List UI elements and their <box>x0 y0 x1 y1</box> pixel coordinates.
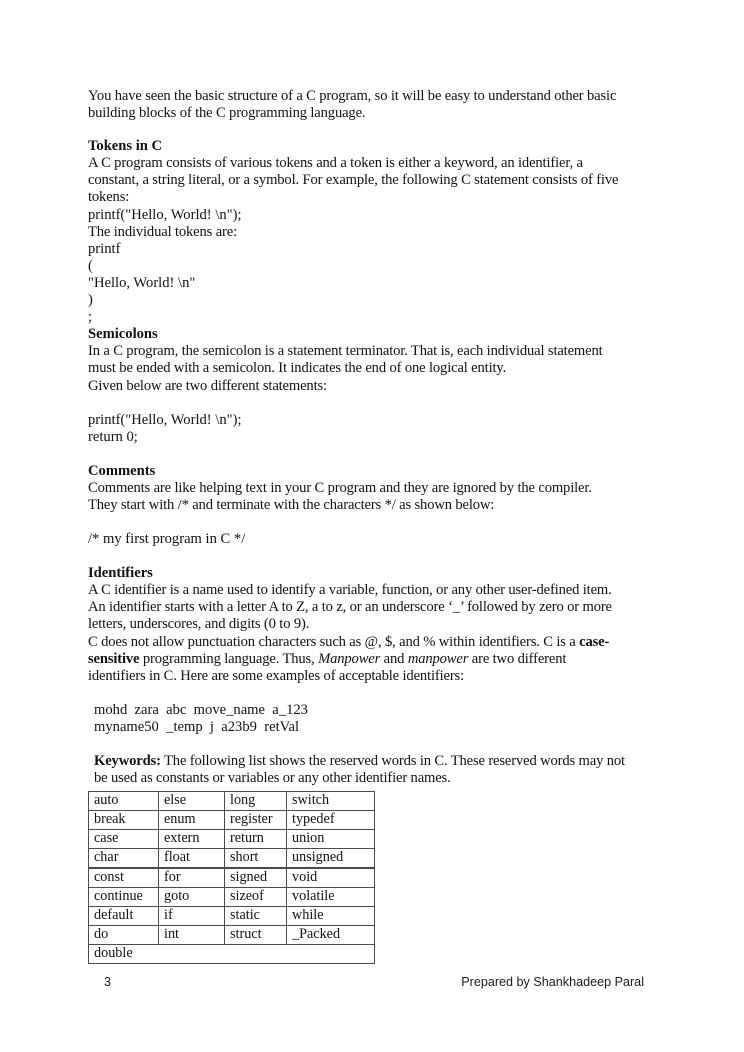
identifiers-para-line-2: An identifier starts with a letter A to Z, a to z, or an underscore ‘_’ followed by zero or more <box>88 599 612 616</box>
identifiers-line5-text-b: and <box>380 650 408 667</box>
table-row <box>89 849 375 869</box>
keyword-cell: if <box>159 907 225 926</box>
keyword-cell: union <box>287 830 375 849</box>
keyword-cell: case <box>89 830 159 849</box>
keyword-cell-double: double <box>89 945 375 964</box>
keywords-label: Keywords: <box>94 753 161 769</box>
identifier-examples-line-1: mohd zara abc move_name a_123 <box>94 701 308 718</box>
table-row <box>89 792 375 811</box>
tokens-para-line-1: A C program consists of various tokens and a token is either a keyword, an identifier, a <box>88 155 583 172</box>
semicolons-code-line: printf("Hello, World! \n"); <box>88 411 242 428</box>
keyword-cell: continue <box>89 888 159 907</box>
table-row <box>89 926 375 945</box>
identifiers-line5-text-a: programming language. Thus, <box>139 650 319 667</box>
intro-line-1: You have seen the basic structure of a C program, so it will be easy to understand other basic <box>88 88 617 104</box>
token-item: printf <box>88 240 121 257</box>
table-row <box>89 811 375 830</box>
keyword-cell: long <box>225 792 287 811</box>
keyword-cell: auto <box>89 792 159 811</box>
keyword-cell: struct <box>225 926 287 945</box>
keywords-intro-line-2: be used as constants or variables or any other identifier names. <box>94 770 451 787</box>
page-footer <box>88 972 654 992</box>
keyword-cell: short <box>225 849 287 869</box>
identifiers-para-line-3: letters, underscores, and digits (0 to 9). <box>88 616 310 633</box>
page-number: 3 <box>104 975 112 989</box>
table-row <box>89 888 375 907</box>
identifiers-para-line-5 <box>88 651 654 668</box>
token-item: ; <box>88 309 93 326</box>
keywords-table <box>88 791 375 964</box>
table-row <box>89 868 375 888</box>
keyword-cell: switch <box>287 792 375 811</box>
keyword-cell: const <box>89 868 159 888</box>
manpower-italic-upper: Manpower <box>318 650 381 667</box>
keyword-cell: break <box>89 811 159 830</box>
spacer <box>88 446 654 463</box>
spacer <box>88 395 654 412</box>
keyword-cell: typedef <box>287 811 375 830</box>
identifiers-line4-text: C does not allow punctuation characters such as @, $, and % within identifiers. C is a <box>88 633 580 650</box>
heading-identifiers: Identifiers <box>88 565 153 582</box>
keywords-intro-rest: The following list shows the reserved words in C. These reserved words may not <box>160 753 625 769</box>
tokens-list-intro: The individual tokens are: <box>88 223 237 240</box>
semicolons-para-line-3: Given below are two different statements: <box>88 377 327 394</box>
keyword-cell: register <box>225 811 287 830</box>
keyword-cell: int <box>159 926 225 945</box>
keyword-cell: enum <box>159 811 225 830</box>
keyword-cell: char <box>89 849 159 869</box>
identifiers-para-line-6: identifiers in C. Here are some examples of acceptable identifiers: <box>88 667 464 684</box>
manpower-italic-lower: manpower <box>407 650 469 667</box>
heading-tokens-in-c: Tokens in C <box>88 138 163 155</box>
keyword-cell: do <box>89 926 159 945</box>
identifiers-para-line-4 <box>88 634 654 651</box>
intro-paragraph <box>88 88 654 122</box>
spacer <box>88 548 654 565</box>
keyword-cell: goto <box>159 888 225 907</box>
keyword-cell: float <box>159 849 225 869</box>
keywords-table-wrapper <box>88 791 654 964</box>
footer-prepared-by: Prepared by Shankhadeep Paral <box>461 975 644 989</box>
spacer <box>88 685 654 702</box>
spacer <box>88 736 654 753</box>
spacer <box>88 514 654 531</box>
heading-comments: Comments <box>88 462 156 479</box>
semicolons-code-line: return 0; <box>88 428 138 445</box>
keyword-cell: unsigned <box>287 849 375 869</box>
table-row-last <box>89 945 375 964</box>
keyword-cell: volatile <box>287 888 375 907</box>
keyword-cell: sizeof <box>225 888 287 907</box>
keyword-cell: default <box>89 907 159 926</box>
token-item: ( <box>88 257 93 274</box>
heading-semicolons: Semicolons <box>88 326 158 343</box>
page-content <box>88 88 654 964</box>
tokens-para-line-3: tokens: <box>88 189 130 206</box>
identifiers-line5-text-c: are two different <box>468 650 567 667</box>
keyword-cell: return <box>225 830 287 849</box>
comments-code-example: /* my first program in C */ <box>88 531 246 548</box>
spacer <box>88 122 654 138</box>
keywords-intro-line-1 <box>88 753 654 770</box>
comments-para-line-2: They start with /* and terminate with the characters */ as shown below: <box>88 496 495 513</box>
intro-line-2: building blocks of the C programming language. <box>88 105 366 122</box>
identifier-examples-line-2: myname50 _temp j a23b9 retVal <box>94 718 300 735</box>
keyword-cell: signed <box>225 868 287 888</box>
semicolons-para-line-2: must be ended with a semicolon. It indicates the end of one logical entity. <box>88 360 507 377</box>
table-row <box>89 830 375 849</box>
token-item: ) <box>88 292 93 309</box>
semicolons-para-line-1: In a C program, the semicolon is a statement terminator. That is, each individual statement <box>88 343 603 360</box>
keyword-cell: static <box>225 907 287 926</box>
token-item: "Hello, World! \n" <box>88 274 196 291</box>
tokens-para-line-2: constant, a string literal, or a symbol. For example, the following C statement consists of five <box>88 172 619 189</box>
keyword-cell: else <box>159 792 225 811</box>
keyword-cell: while <box>287 907 375 926</box>
comments-para-line-1: Comments are like helping text in your C program and they are ignored by the compiler. <box>88 479 592 496</box>
case-sensitive-bold-part2: sensitive <box>88 650 140 667</box>
table-row <box>89 907 375 926</box>
keyword-cell: extern <box>159 830 225 849</box>
keyword-cell: void <box>287 868 375 888</box>
keyword-cell: _Packed <box>287 926 375 945</box>
keyword-cell: for <box>159 868 225 888</box>
case-sensitive-bold-part1: case- <box>579 633 610 650</box>
identifiers-para-line-1: A C identifier is a name used to identify a variable, function, or any other user-defined item. <box>88 582 612 599</box>
tokens-example-statement: printf("Hello, World! \n"); <box>88 206 242 223</box>
